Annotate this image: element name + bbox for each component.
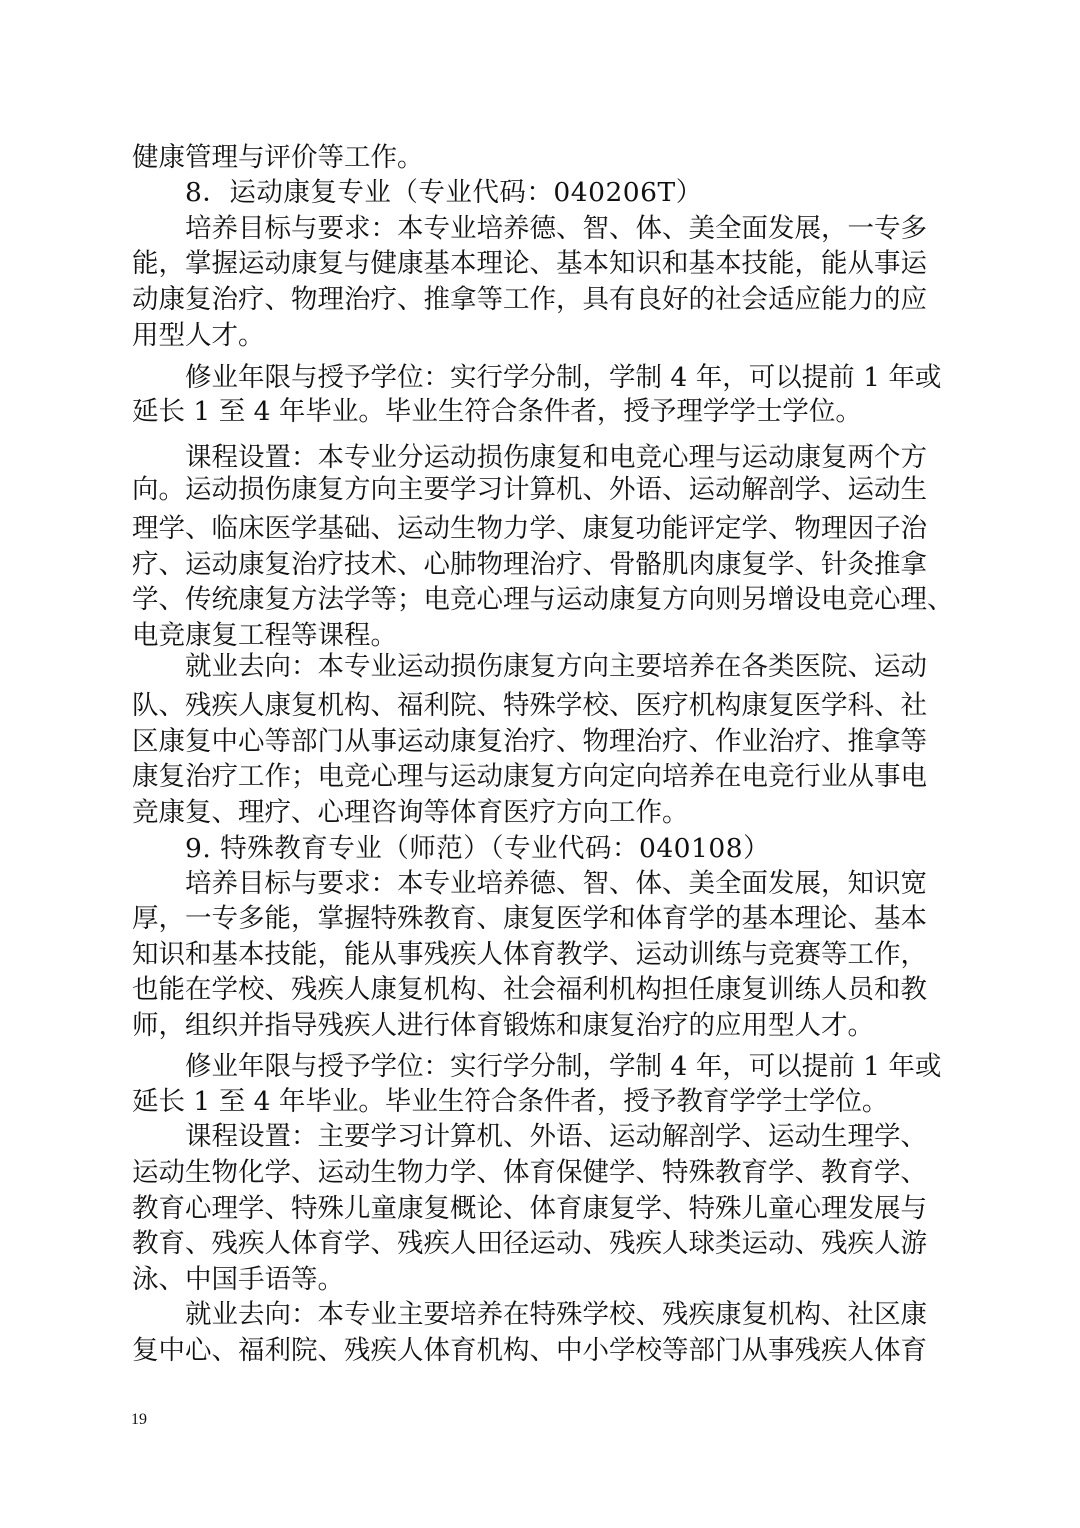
- text-line: 复中心、福利院、残疾人体育机构、中小学校等部门从事残疾人体育: [132, 1335, 927, 1366]
- text-line: 培养目标与要求：本专业培养德、智、体、美全面发展，知识宽: [185, 868, 927, 899]
- text-line: 能，掌握运动康复与健康基本理论、基本知识和基本技能，能从事运: [132, 248, 927, 279]
- text-line: 延长 1 至 4 年毕业。毕业生符合条件者，授予理学学士学位。: [132, 396, 862, 427]
- text-line: 理学、临床医学基础、运动生物力学、康复功能评定学、物理因子治: [132, 513, 927, 544]
- text-line: 康复治疗工作；电竞心理与运动康复方向定向培养在电竞行业从事电: [132, 761, 927, 792]
- text-line: 教育心理学、特殊儿童康复概论、体育康复学、特殊儿童心理发展与: [132, 1193, 927, 1224]
- text-line: 动康复治疗、物理治疗、推拿等工作，具有良好的社会适应能力的应: [132, 284, 927, 315]
- text-line: 厚，一专多能，掌握特殊教育、康复医学和体育学的基本理论、基本: [132, 903, 927, 934]
- text-line: 师，组织并指导残疾人进行体育锻炼和康复治疗的应用型人才。: [132, 1010, 874, 1041]
- text-line: 知识和基本技能，能从事残疾人体育教学、运动训练与竞赛等工作，: [132, 939, 927, 970]
- text-line: 教育、残疾人体育学、残疾人田径运动、残疾人球类运动、残疾人游: [132, 1228, 927, 1259]
- text-line: 健康管理与评价等工作。: [132, 142, 424, 173]
- page-number: 19: [131, 1411, 147, 1428]
- text-line: 也能在学校、残疾人康复机构、社会福利机构担任康复训练人员和教: [132, 974, 927, 1005]
- text-line: 运动生物化学、运动生物力学、体育保健学、特殊教育学、教育学、: [132, 1157, 927, 1188]
- text-line: 就业去向：本专业主要培养在特殊学校、残疾康复机构、社区康: [185, 1299, 927, 1330]
- text-line: 泳、中国手语等。: [132, 1264, 344, 1295]
- text-line: 课程设置：本专业分运动损伤康复和电竞心理与运动康复两个方: [185, 442, 927, 473]
- text-line: 竞康复、理疗、心理咨询等体育医疗方向工作。: [132, 797, 689, 828]
- text-line: 学、传统康复方法学等；电竞心理与运动康复方向则另增设电竞心理、: [132, 584, 954, 615]
- text-line: 延长 1 至 4 年毕业。毕业生符合条件者，授予教育学学士学位。: [132, 1086, 889, 1117]
- text-line: 电竞康复工程等课程。: [132, 620, 397, 651]
- text-line: 培养目标与要求：本专业培养德、智、体、美全面发展，一专多: [185, 213, 927, 244]
- section-heading-sports-rehabilitation: 8．运动康复专业（专业代码：040206T）: [185, 177, 703, 208]
- text-line: 疗、运动康复治疗技术、心肺物理治疗、骨骼肌肉康复学、针灸推拿: [132, 549, 927, 580]
- text-line: 修业年限与授予学位：实行学分制，学制 4 年，可以提前 1 年或: [185, 362, 942, 393]
- text-line: 区康复中心等部门从事运动康复治疗、物理治疗、作业治疗、推拿等: [132, 726, 927, 757]
- text-line: 就业去向：本专业运动损伤康复方向主要培养在各类医院、运动: [185, 651, 927, 682]
- section-heading-special-education: 9. 特殊教育专业（师范）（专业代码：040108）: [185, 833, 771, 864]
- text-line: 队、残疾人康复机构、福利院、特殊学校、医疗机构康复医学科、社: [132, 690, 927, 721]
- text-line: 用型人才。: [132, 320, 265, 351]
- text-line: 修业年限与授予学位：实行学分制，学制 4 年，可以提前 1 年或: [185, 1051, 942, 1082]
- text-line: 课程设置：主要学习计算机、外语、运动解剖学、运动生理学、: [185, 1121, 927, 1152]
- text-line: 向。运动损伤康复方向主要学习计算机、外语、运动解剖学、运动生: [132, 474, 927, 505]
